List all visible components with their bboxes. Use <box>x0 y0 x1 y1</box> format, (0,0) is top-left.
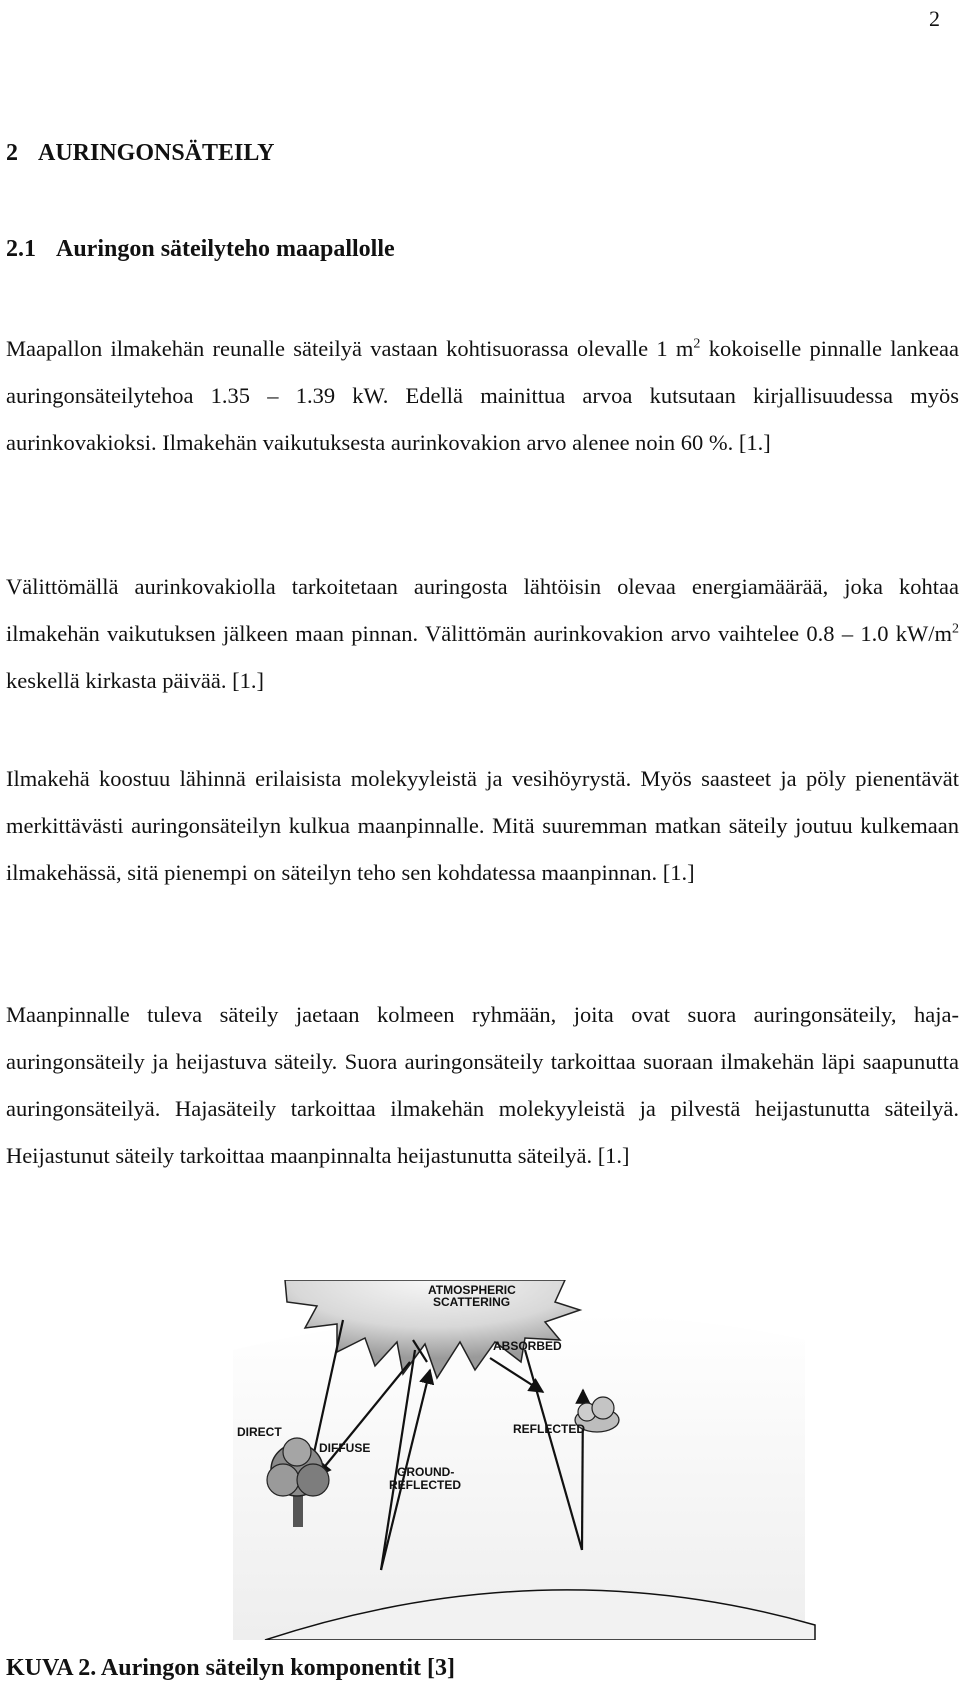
figure-caption: KUVA 2. Auringon säteilyn komponentit [3] <box>6 1655 455 1681</box>
paragraph-solar-constant <box>6 325 959 466</box>
label-reflected: REFLECTED <box>513 1422 585 1436</box>
label-ground-reflected-1: GROUND- <box>397 1465 455 1479</box>
paragraph-text: Maapallon ilmakehän reunalle säteilyä vastaan kohtisuorassa olevalle 1 m <box>6 336 694 361</box>
paragraph-text: kokoiselle pinnalle lankeaa auringonsäteilytehoa 1.35 – 1.39 kW. Edellä mainittua arvoa kutsutaan kirjallisuudessa myös aurinkovakioksi. Ilmakehän vaikutuksesta aurinkovakion arvo alenee noin 60 %. [1.] <box>6 336 959 455</box>
label-diffuse: DIFFUSE <box>319 1441 371 1455</box>
page-number: 2 <box>929 6 940 31</box>
label-ground-reflected-2: REFLECTED <box>389 1478 461 1492</box>
solar-radiation-figure <box>225 1280 945 1640</box>
chapter-number: 2 <box>6 140 18 166</box>
paragraph-radiation-groups: Maanpinnalle tuleva säteily jaetaan kolmeen ryhmään, joita ovat suora auringonsäteily, haja-auringonsäteily ja heijastuva säteily. Suora auringonsäteily tarkoittaa suoraan ilmakehän läpi saapunutta auringonsäteilyä. Hajasäteily tarkoittaa ilmakehän molekyyleistä ja pilvestä heijastunutta säteilyä. Heijastunut säteily tarkoittaa maanpinnalta heijastunutta säteilyä. [1.] <box>6 1002 959 1168</box>
section-number: 2.1 <box>6 236 36 262</box>
section-title: Auringon säteilyteho maapallolle <box>56 236 395 262</box>
paragraph-direct-constant <box>6 563 959 704</box>
paragraph-atmosphere: Ilmakehä koostuu lähinnä erilaisista molekyyleistä ja vesihöyrystä. Myös saasteet ja pöly pienentävät merkittävästi auringonsäteilyn kulkua maanpinnalle. Mitä suuremman matkan säteily joutuu kulkemaan ilmakehässä, sitä pienempi on säteilyn teho sen kohdatessa maanpinnan. [1.] <box>6 766 959 885</box>
label-atmospheric-scattering-2: SCATTERING <box>433 1295 511 1309</box>
label-atmospheric-scattering: ATMOSPHERIC <box>428 1283 516 1297</box>
section-heading <box>6 236 395 263</box>
label-direct: DIRECT <box>237 1425 282 1439</box>
radiation-diagram <box>225 1280 945 1640</box>
label-absorbed: ABSORBED <box>493 1339 562 1353</box>
superscript: 2 <box>693 336 701 352</box>
paragraph-text: keskellä kirkasta päivää. [1.] <box>6 668 265 693</box>
chapter-heading <box>6 140 275 167</box>
paragraph-text: Välittömällä aurinkovakiolla tarkoitetaan auringosta lähtöisin olevaa energiamäärää, joka kohtaa ilmakehän vaikutuksen jälkeen maan pinnan. Välittömän aurinkovakion arvo vaihtelee 0.8 – 1.0 kW/m <box>6 574 959 646</box>
superscript: 2 <box>952 621 959 637</box>
chapter-title: AURINGONSÄTEILY <box>38 140 275 166</box>
